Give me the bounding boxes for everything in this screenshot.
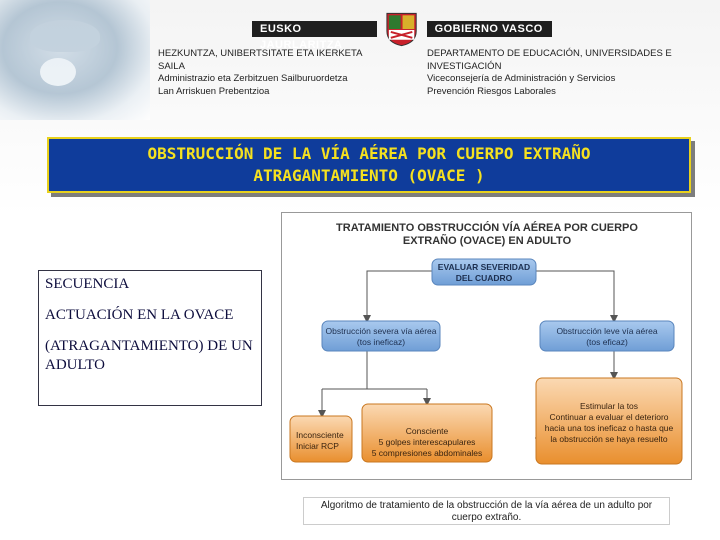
mild-label-1: Obstrucción leve vía aérea — [556, 326, 658, 336]
title-line-1: OBSTRUCCIÓN DE LA VÍA AÉREA POR CUERPO EXTRAÑO — [147, 144, 591, 163]
surgical-mask — [40, 58, 76, 86]
figure-caption — [303, 497, 670, 525]
header-right-line: DEPARTAMENTO DE EDUCACIÓN, UNIVERSIDADES E — [427, 48, 672, 59]
conscious-label-1: Consciente — [405, 426, 449, 436]
header-right-line: Prevención Riesgos Laborales — [427, 85, 556, 97]
header-left-line: HEZKUNTZA, UNIBERTSITATE ETA IKERKETA — [158, 48, 363, 59]
unconscious-label-1: Inconsciente — [296, 430, 344, 440]
severe-label-2: (tos ineficaz) — [356, 337, 406, 347]
evaluate-label-1: EVALUAR SEVERIDAD — [437, 262, 531, 272]
evaluate-label-2: DEL CUADRO — [455, 273, 513, 283]
logo-right-label: GOBIERNO VASCO — [427, 21, 552, 37]
sequence-line-3: (ATRAGANTAMIENTO) DE UN ADULTO — [45, 338, 253, 373]
header-left — [158, 48, 398, 98]
mild-label-2: (tos eficaz) — [586, 337, 628, 347]
caption-line-1: Algoritmo de tratamiento de la obstrucción de la vía aérea de un adulto por — [320, 500, 653, 511]
encourage-label-2: Continuar a evaluar el deterioro — [549, 412, 669, 422]
severe-label-1: Obstrucción severa vía aérea — [325, 326, 437, 336]
encourage-label-1: Estimular la tos — [579, 401, 639, 411]
slide-title — [47, 137, 691, 193]
header-left-line: SAILA — [158, 60, 185, 72]
connector — [367, 271, 432, 321]
sequence-box — [38, 270, 262, 406]
header-right-line: Viceconsejería de Administración y Servicios — [427, 73, 616, 84]
coat-of-arms-icon — [383, 11, 420, 47]
connector — [536, 271, 614, 321]
caption-line-2: cuerpo extraño. — [451, 512, 522, 523]
conscious-label-3: 5 compresiones abdominales — [371, 448, 483, 458]
header-right-line: INVESTIGACIÓN — [427, 60, 502, 72]
flowchart-svg — [282, 213, 691, 479]
surgeon-photo — [0, 0, 150, 120]
flowchart-title-2: EXTRAÑO (OVACE) EN ADULTO — [402, 235, 572, 247]
header-right — [427, 48, 707, 98]
sequence-line-1: SECUENCIA — [45, 276, 130, 292]
government-logo — [252, 18, 552, 51]
flowchart-image — [281, 212, 692, 480]
sequence-line-2: ACTUACIÓN EN LA OVACE — [45, 307, 234, 323]
logo-left-label: EUSKO JAURLARITZA — [252, 21, 377, 37]
header-left-line: Administrazio eta Zerbitzuen Sailburuordetza — [158, 73, 348, 84]
encourage-label-4: la obstrucción se haya resuelto — [550, 434, 668, 444]
surgical-cap — [30, 20, 100, 52]
header-left-line: Lan Arriskuen Prebentzioa — [158, 85, 270, 97]
encourage-label-3: hacia una tos ineficaz o hasta que — [544, 423, 674, 433]
flowchart-title-1: TRATAMIENTO OBSTRUCCIÓN VÍA AÉREA POR CUERPO — [336, 222, 638, 234]
title-line-2: ATRAGANTAMIENTO (OVACE ) — [253, 166, 485, 185]
unconscious-label-2: Iniciar RCP — [296, 441, 339, 451]
conscious-label-2: 5 golpes interescapulares — [378, 437, 476, 447]
